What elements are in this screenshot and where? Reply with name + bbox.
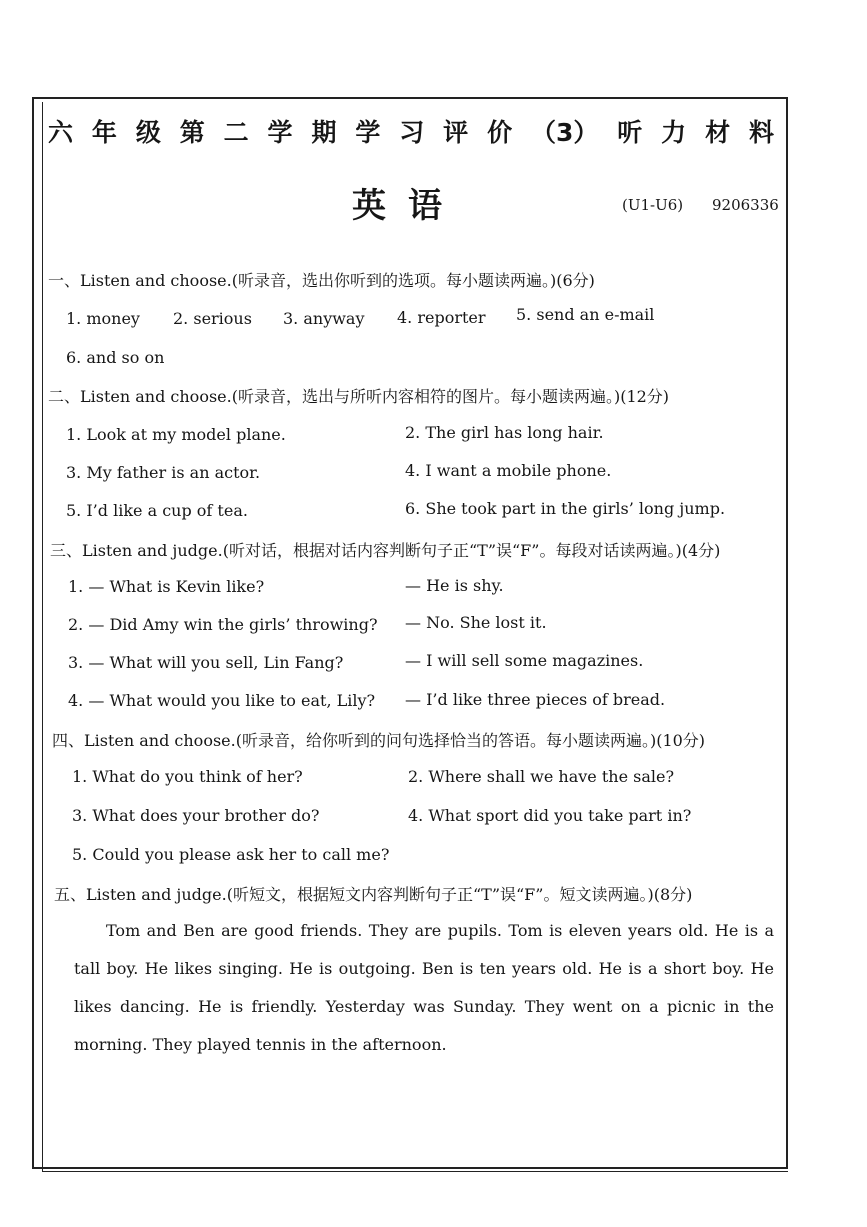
title-char: 价 [487,118,513,147]
section-heading: 三、Listen and judge.(听对话，根据对话内容判断句子正“T”误“F”。每段对话读两遍。)(4分) [50,541,721,560]
list-item: 2. Where shall we have the sale? [408,767,675,786]
title-char: 级 [135,118,161,147]
paper-code: 9206336 [712,196,779,214]
dialogue-question: 1. — What is Kevin like? [68,577,265,596]
list-item: 5. send an e-mail [516,305,655,324]
list-item: 2. serious [173,309,252,328]
title-char: 习 [399,118,425,147]
title-char: 二 [223,118,249,147]
list-item: 1. money [66,309,140,328]
title-char: 六 [48,118,74,147]
dialogue-question: 2. — Did Amy win the girls’ throwing? [68,615,378,634]
list-item: 5. Could you please ask her to call me? [72,845,390,864]
list-item: 4. What sport did you take part in? [408,806,692,825]
list-item: 3. My father is an actor. [66,463,261,482]
list-item: 6. and so on [66,348,165,367]
section-heading: 四、Listen and choose.(听录音，给你听到的问句选择恰当的答语。每小题读两遍。)(10分) [52,731,706,750]
title-char: 学 [355,118,381,147]
title-char: 听 [617,118,643,147]
passage [74,912,774,1064]
page-title [48,113,774,149]
title-char: （3） [530,118,599,147]
title-char: 期 [311,118,337,147]
title-char: 料 [748,118,774,147]
section-heading: 一、Listen and choose.(听录音，选出你听到的选项。每小题读两遍。)(6分) [48,271,595,290]
list-item: 3. What does your brother do? [72,806,320,825]
list-item: 3. anyway [283,309,365,328]
title-char: 学 [267,118,293,147]
list-item: 5. I’d like a cup of tea. [66,501,248,520]
dialogue-answer: — I’d like three pieces of bread. [405,690,666,709]
title-char: 力 [661,118,687,147]
list-item: 2. The girl has long hair. [405,423,604,442]
subject-title: 英语 [352,186,464,226]
dialogue-question: 4. — What would you like to eat, Lily? [68,691,376,710]
title-char: 年 [91,118,117,147]
list-item: 1. Look at my model plane. [66,425,286,444]
section-heading: 五、Listen and judge.(听短文，根据短文内容判断句子正“T”误“F”。短文读两遍。)(8分) [54,885,693,904]
dialogue-answer: — He is shy. [405,576,504,595]
dialogue-answer: — I will sell some magazines. [405,651,644,670]
list-item: 6. She took part in the girls’ long jump. [405,499,726,518]
list-item: 1. What do you think of her? [72,767,303,786]
list-item: 4. reporter [397,308,486,327]
passage-text: Tom and Ben are good friends. They are pupils. Tom is eleven years old. He is a tall boy. He likes singing. He is outgoing. Ben is ten years old. He is a short boy. He likes dancing. He is friendly. Yesterday was Sunday. They went on a picnic in the morning. They played tennis in the afternoon. [74,921,774,1054]
section-heading: 二、Listen and choose.(听录音，选出与所听内容相符的图片。每小题读两遍。)(12分) [48,387,670,406]
title-char: 评 [443,118,469,147]
title-char: 第 [179,118,205,147]
unit-range: (U1-U6) [622,196,684,214]
dialogue-answer: — No. She lost it. [405,613,547,632]
title-char: 材 [705,118,731,147]
list-item: 4. I want a mobile phone. [405,461,612,480]
dialogue-question: 3. — What will you sell, Lin Fang? [68,653,344,672]
